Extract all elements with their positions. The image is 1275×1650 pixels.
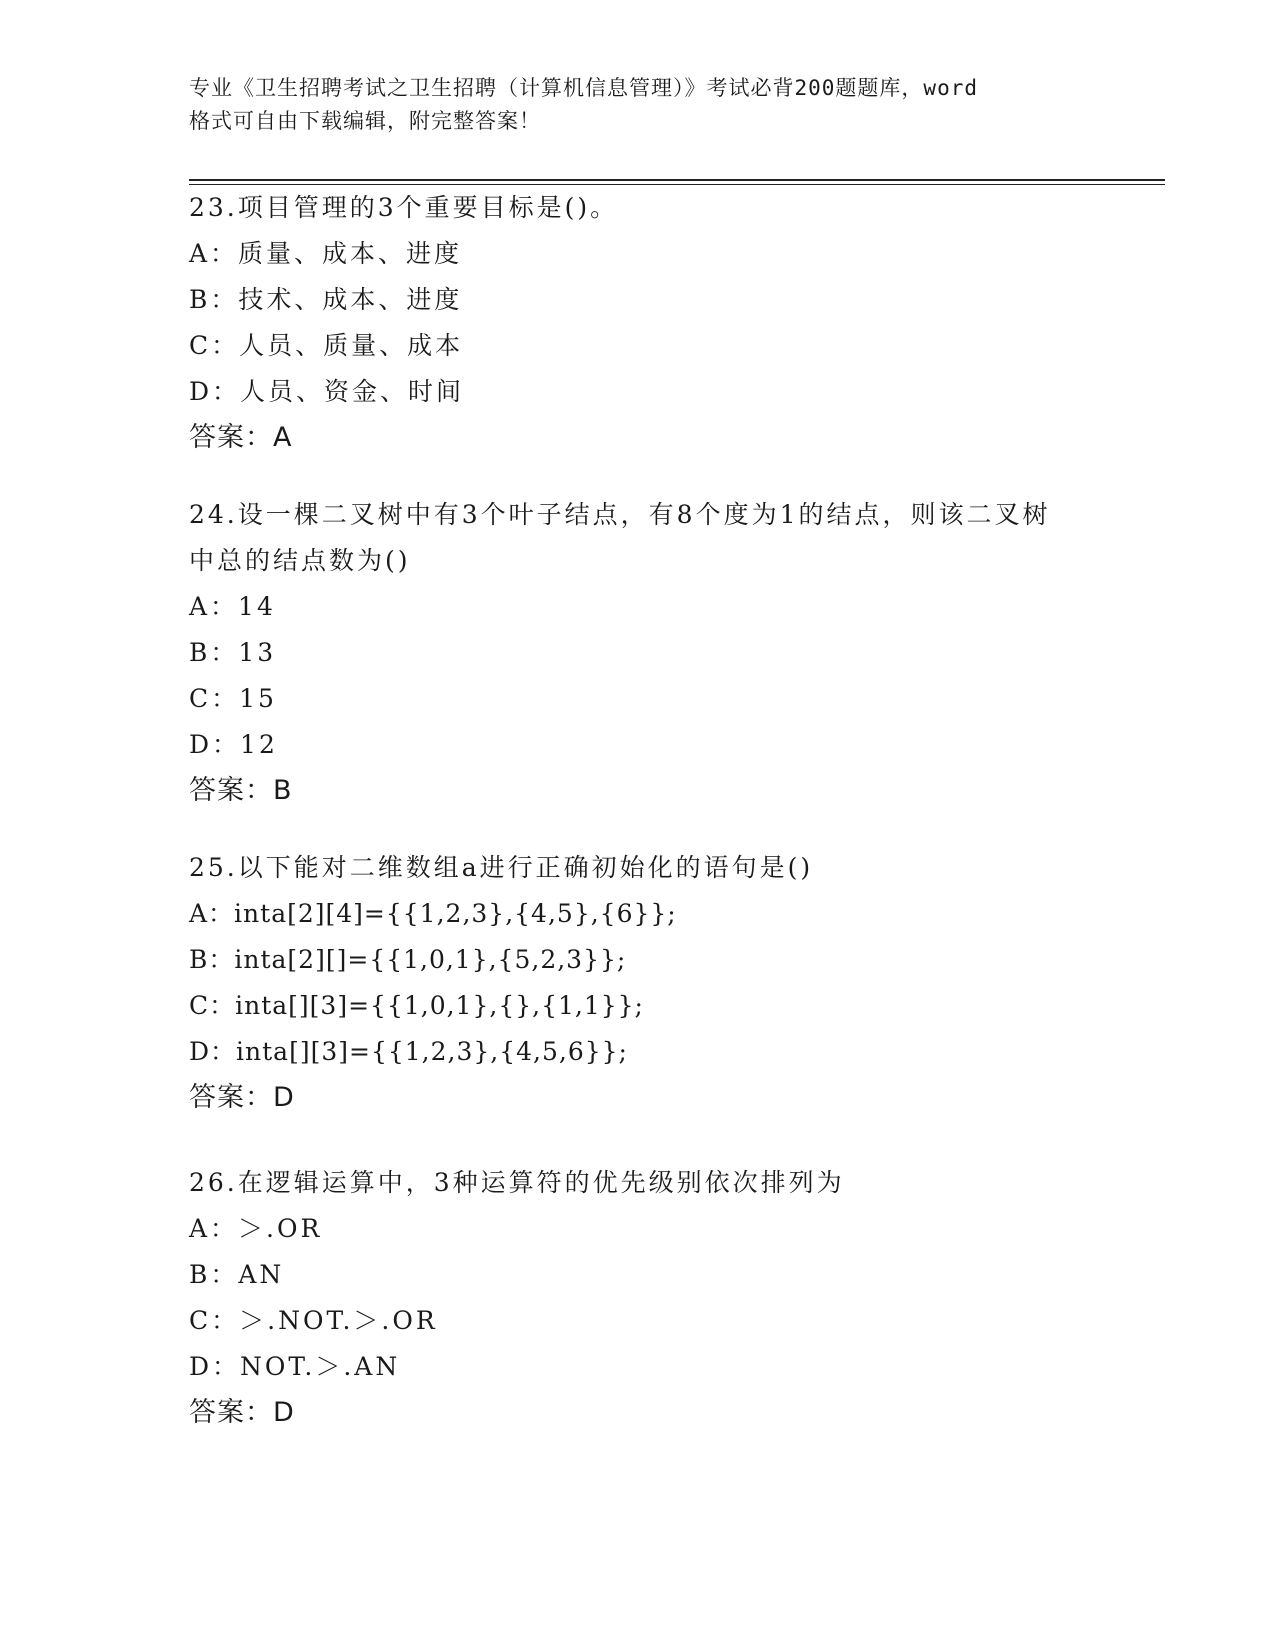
question-stem: 23.项目管理的3个重要目标是()。 [189,193,619,222]
option-d: D：人员、资金、时间 [189,377,465,406]
option-b: B：13 [189,638,277,667]
option-c: C：人员、质量、成本 [189,331,464,360]
option-d: D：NOT.＞.AN [189,1352,401,1381]
option-a: A：14 [189,592,276,621]
question-stem: 25.以下能对二维数组a进行正确初始化的语句是() [189,853,814,882]
document-header [189,72,1089,138]
question-24 [189,492,1089,814]
option-d: D：12 [189,730,278,759]
option-c: C：＞.NOT.＞.OR [189,1306,438,1335]
question-26 [189,1160,1089,1436]
option-a: A：质量、成本、进度 [189,239,463,268]
option-a: A：inta[2][4]={{1,2,3},{4,5},{6}}; [189,899,677,928]
question-stem: 24.设一棵二叉树中有3个叶子结点，有8个度为1的结点，则该二叉树中总的结点数为() [189,500,1051,575]
question-stem: 26.在逻辑运算中，3种运算符的优先级别依次排列为 [189,1168,845,1197]
option-d: D：inta[][3]={{1,2,3},{4,5,6}}; [189,1037,628,1066]
header-divider-thick [189,179,1165,181]
option-c: C：inta[][3]={{1,0,1},{},{1,1}}; [189,991,644,1020]
header-line-2: 格式可自由下载编辑，附完整答案！ [189,109,541,133]
option-b: B：技术、成本、进度 [189,285,463,314]
question-25 [189,845,1089,1121]
answer-label: 答案：B [189,775,293,806]
answer-label: 答案：A [189,422,293,453]
option-a: A：＞.OR [189,1214,323,1243]
question-23 [189,185,1089,461]
answer-label: 答案：D [189,1082,295,1113]
option-b: B：AN [189,1260,285,1289]
header-line-1: 专业《卫生招聘考试之卫生招聘（计算机信息管理）》考试必背200题题库，word [189,76,978,100]
option-b: B：inta[2][]={{1,0,1},{5,2,3}}; [189,945,627,974]
answer-label: 答案：D [189,1397,295,1428]
option-c: C：15 [189,684,277,713]
